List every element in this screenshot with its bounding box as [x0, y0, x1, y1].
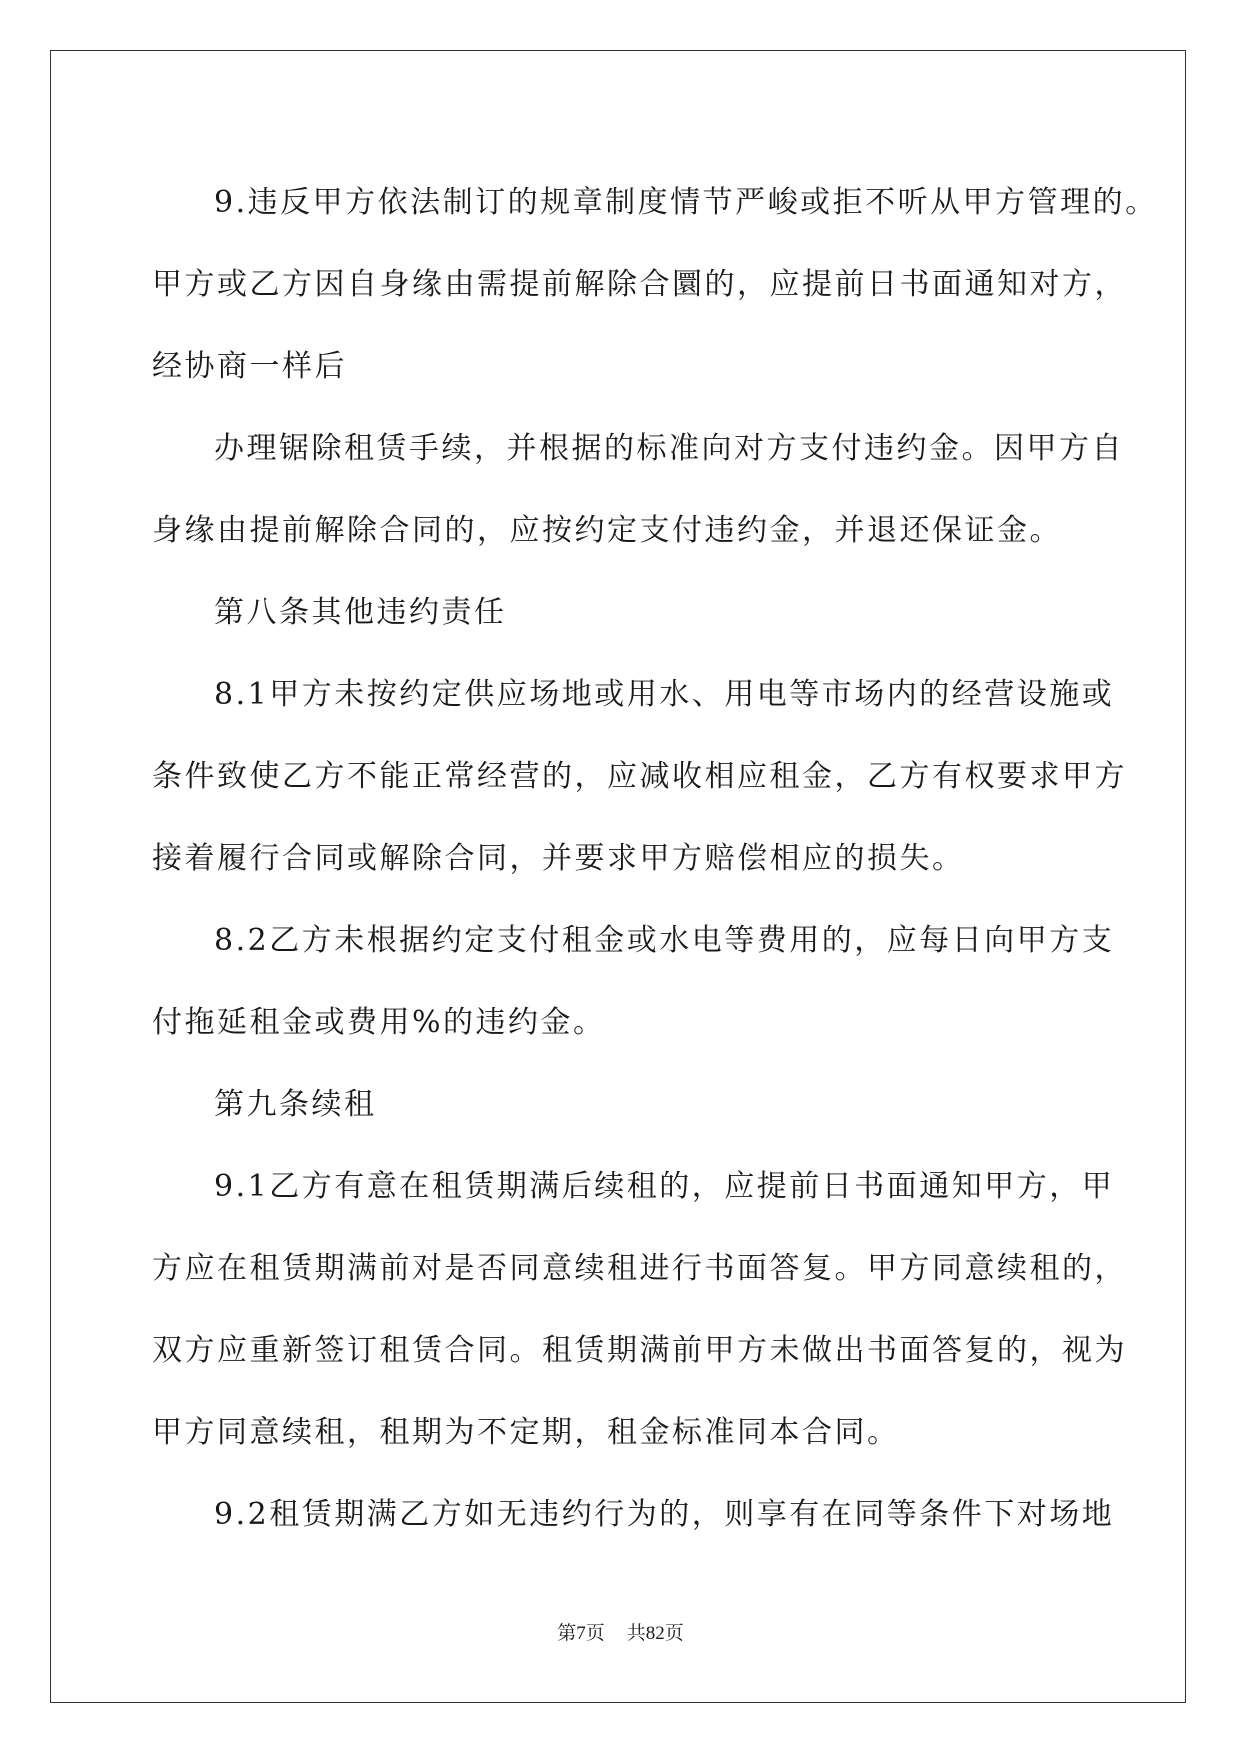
page-footer	[0, 1618, 1241, 1645]
section-heading: 第八条其他违约责任	[214, 595, 507, 630]
paragraph-line: 接着履行合同或解除合同，并要求甲方赔偿相应的损失。	[152, 841, 965, 876]
paragraph-line: 方应在租赁期满前对是否同意续租进行书面答复。甲方同意续租的，	[152, 1251, 1127, 1286]
section-heading: 第九条续租	[214, 1087, 377, 1122]
paragraph-line: 甲方同意续租，租期为不定期，租金标准同本合同。	[152, 1415, 900, 1450]
paragraph-line: 身缘由提前解除合同的，应按约定支付违约金，并退还保证金。	[152, 513, 1062, 548]
paragraph-line: 甲方或乙方因自身缘由需提前解除合圜的，应提前日书面通知对方，	[152, 267, 1127, 302]
paragraph-line: 8.1甲方未按约定供应场地或用水、用电等市场内的经营设施或	[214, 677, 1115, 712]
paragraph-line: 9.2租赁期满乙方如无违约行为的，则享有在同等条件下对场地	[214, 1497, 1115, 1532]
paragraph-line: 条件致使乙方不能正常经营的，应减收相应租金，乙方有权要求甲方	[152, 759, 1127, 794]
paragraph-line: 经协商一样后	[152, 349, 347, 384]
document-body	[152, 162, 1158, 1556]
paragraph-line: 办理锯除租赁手续，并根据的标准向对方支付违约金。因甲方自	[214, 431, 1124, 466]
paragraph-line: 9.违反甲方依法制订的规章制度情节严峻或拒不听从甲方管理的。	[214, 185, 1158, 220]
paragraph-line: 双方应重新签订租赁合同。租赁期满前甲方未做出书面答复的，视为	[152, 1333, 1127, 1368]
page-total: 共82页	[626, 1623, 684, 1644]
paragraph-line: 付拖延租金或费用%的违约金。	[152, 1005, 606, 1040]
paragraph-line: 8.2乙方未根据约定支付租金或水电等费用的，应每日向甲方支	[214, 923, 1115, 958]
page-number: 第7页	[557, 1623, 605, 1644]
paragraph-line: 9.1乙方有意在租赁期满后续租的，应提前日书面通知甲方，甲	[214, 1169, 1115, 1204]
